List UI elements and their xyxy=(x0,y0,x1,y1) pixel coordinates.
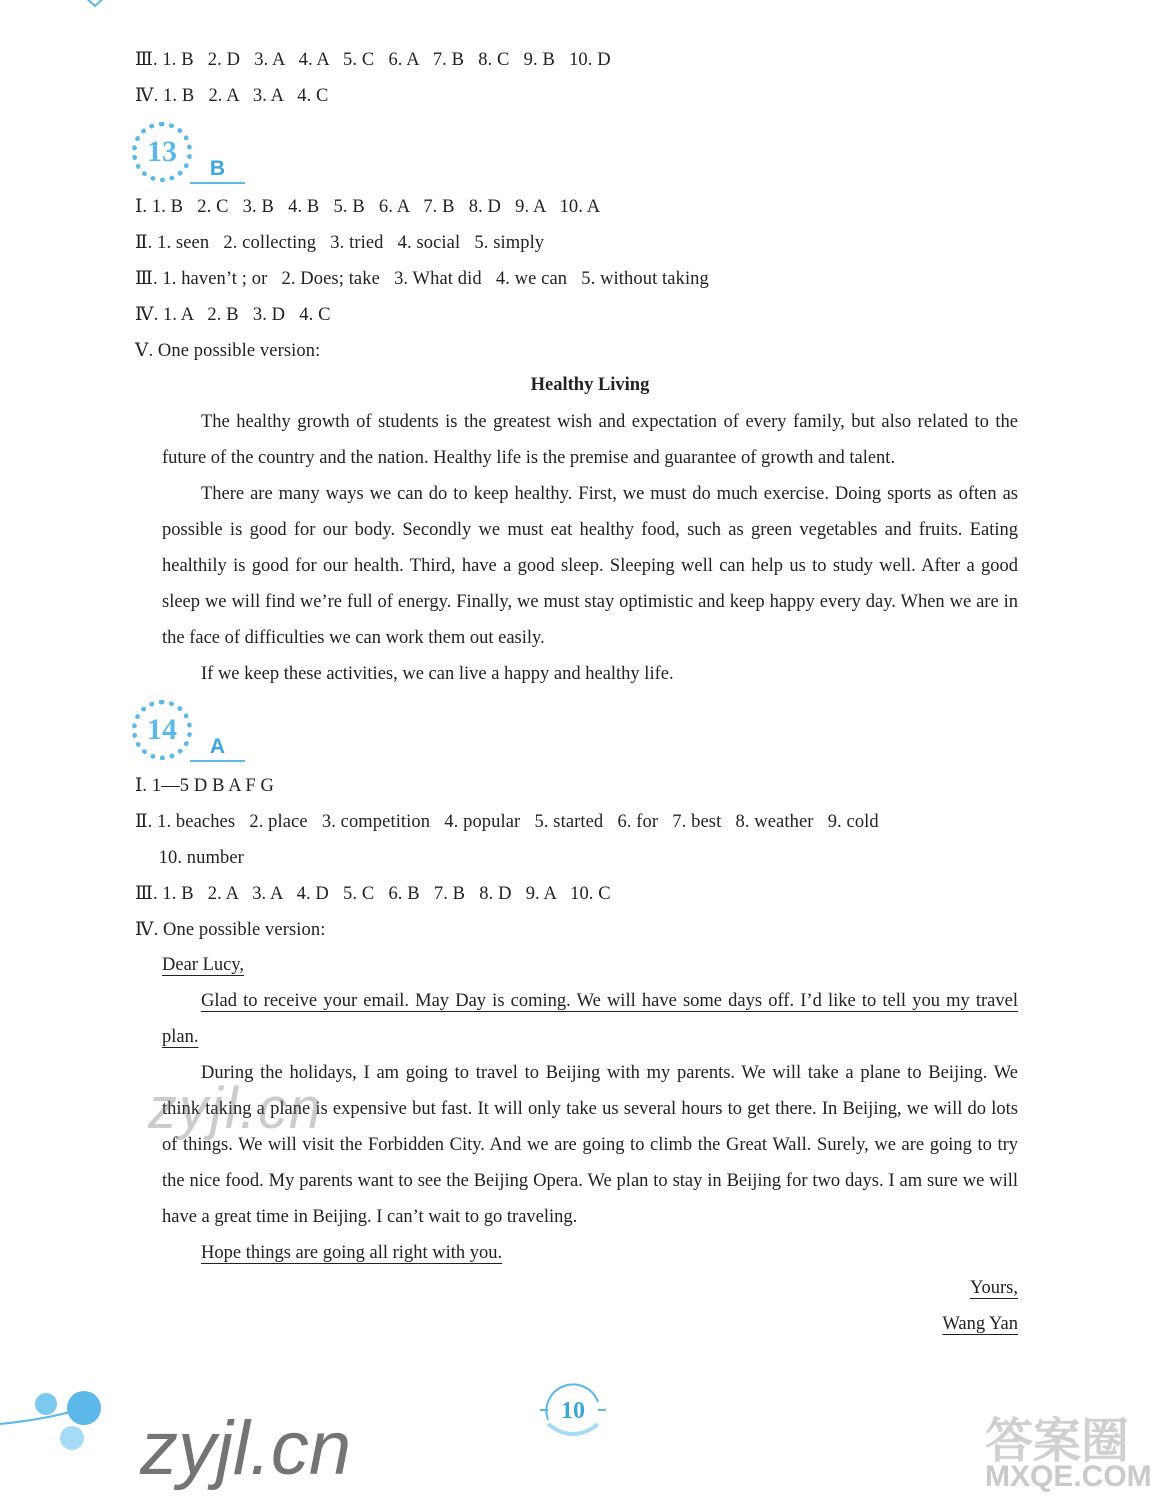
essay-paragraph: There are many ways we can do to keep healthy. First, we must do much exercise. Doing sports as often as possible is good for our body. Secondly we must eat healthy food, such as green vegetables and fruits. Eating healthily is good for our health. Third, have a good sleep. Sleeping well can help us to study well. After a good sleep we will find we’re full of energy. Finally, we must stay optimistic and keep happy every day. When we are in the face of difficulties we can work them out easily. xyxy=(162,484,1018,648)
unit-number-badge: 13 xyxy=(132,122,192,182)
unit-number-badge: 14 xyxy=(132,700,192,760)
letter-greeting: Dear Lucy, xyxy=(162,955,245,975)
watermark-mid: zyjl.cn xyxy=(148,1076,324,1141)
answer-line: Ⅲ. 1. B 2. D 3. A 4. A 5. C 6. A 7. B 8. C 9. B 10. D xyxy=(135,50,611,70)
answer-line: Ⅰ. 1—5 D B A F G xyxy=(135,776,274,796)
letter-paragraph: During the holidays, I am going to travel to Beijing with my parents. We will take a plane to Beijing. We think taking a plane is expensive but fast. It will only take us several hours to get there. In Beijing, we will do lots of things. We will visit the Forbidden City. And we are going to climb the Great Wall. Surely, we are going to try the nice food. My parents want to see the Beijing Opera. We plan to stay in Beijing for two days. I am sure we will have a great time in Beijing. I can’t wait to go traveling. xyxy=(162,1063,1018,1227)
watermark-corner-logo: 答案圈 xyxy=(985,1413,1130,1469)
page-number: 10 xyxy=(540,1380,606,1442)
essay-body xyxy=(162,404,1018,692)
answer-line: Ⅱ. 1. beaches 2. place 3. competition 4. popular 5. started 6. for 7. best 8. weather 9. cold xyxy=(135,812,879,832)
unit-level-label: B xyxy=(190,156,245,184)
watermark-corner-url: MXQE.COM xyxy=(985,1460,1152,1493)
unit-13-header xyxy=(132,122,252,188)
essay-paragraph: The healthy growth of students is the greatest wish and expectation of every family, but also related to the future of the country and the nation. Healthy life is the premise and guarantee of growth and talent. xyxy=(162,412,1018,468)
essay-title: Healthy Living xyxy=(530,375,650,395)
answer-line: Ⅰ. 1. B 2. C 3. B 4. B 5. B 6. A 7. B 8. D 9. A 10. A xyxy=(135,197,601,217)
unit-level-label: A xyxy=(190,734,245,762)
answer-line: Ⅳ. One possible version: xyxy=(135,920,326,940)
answer-line: Ⅴ. One possible version: xyxy=(135,341,321,361)
letter-closing: Hope things are going all right with you. xyxy=(201,1243,503,1263)
watermark-bottom: zyjl.cn xyxy=(140,1406,352,1491)
corner-decoration xyxy=(80,0,110,15)
letter-opening: Glad to receive your email. May Day is coming. We will have some days off. I’d like to tell you my travel plan. xyxy=(162,991,1018,1047)
answer-line: Ⅲ. 1. haven’t ; or 2. Does; take 3. What did 4. we can 5. without taking xyxy=(135,269,709,289)
letter-signoff: Yours, xyxy=(970,1278,1018,1298)
unit-14-header xyxy=(132,700,252,766)
answer-line: Ⅲ. 1. B 2. A 3. A 4. D 5. C 6. B 7. B 8. D 9. A 10. C xyxy=(135,884,611,904)
essay-paragraph: If we keep these activities, we can live a happy and healthy life. xyxy=(201,664,674,684)
answer-line: Ⅳ. 1. A 2. B 3. D 4. C xyxy=(135,305,331,325)
answer-line: 10. number xyxy=(135,848,244,868)
dots-decoration xyxy=(0,1390,120,1475)
letter-signature: Wang Yan xyxy=(942,1314,1018,1334)
answer-line: Ⅱ. 1. seen 2. collecting 3. tried 4. social 5. simply xyxy=(135,233,545,253)
answer-line: Ⅳ. 1. B 2. A 3. A 4. C xyxy=(135,86,329,106)
